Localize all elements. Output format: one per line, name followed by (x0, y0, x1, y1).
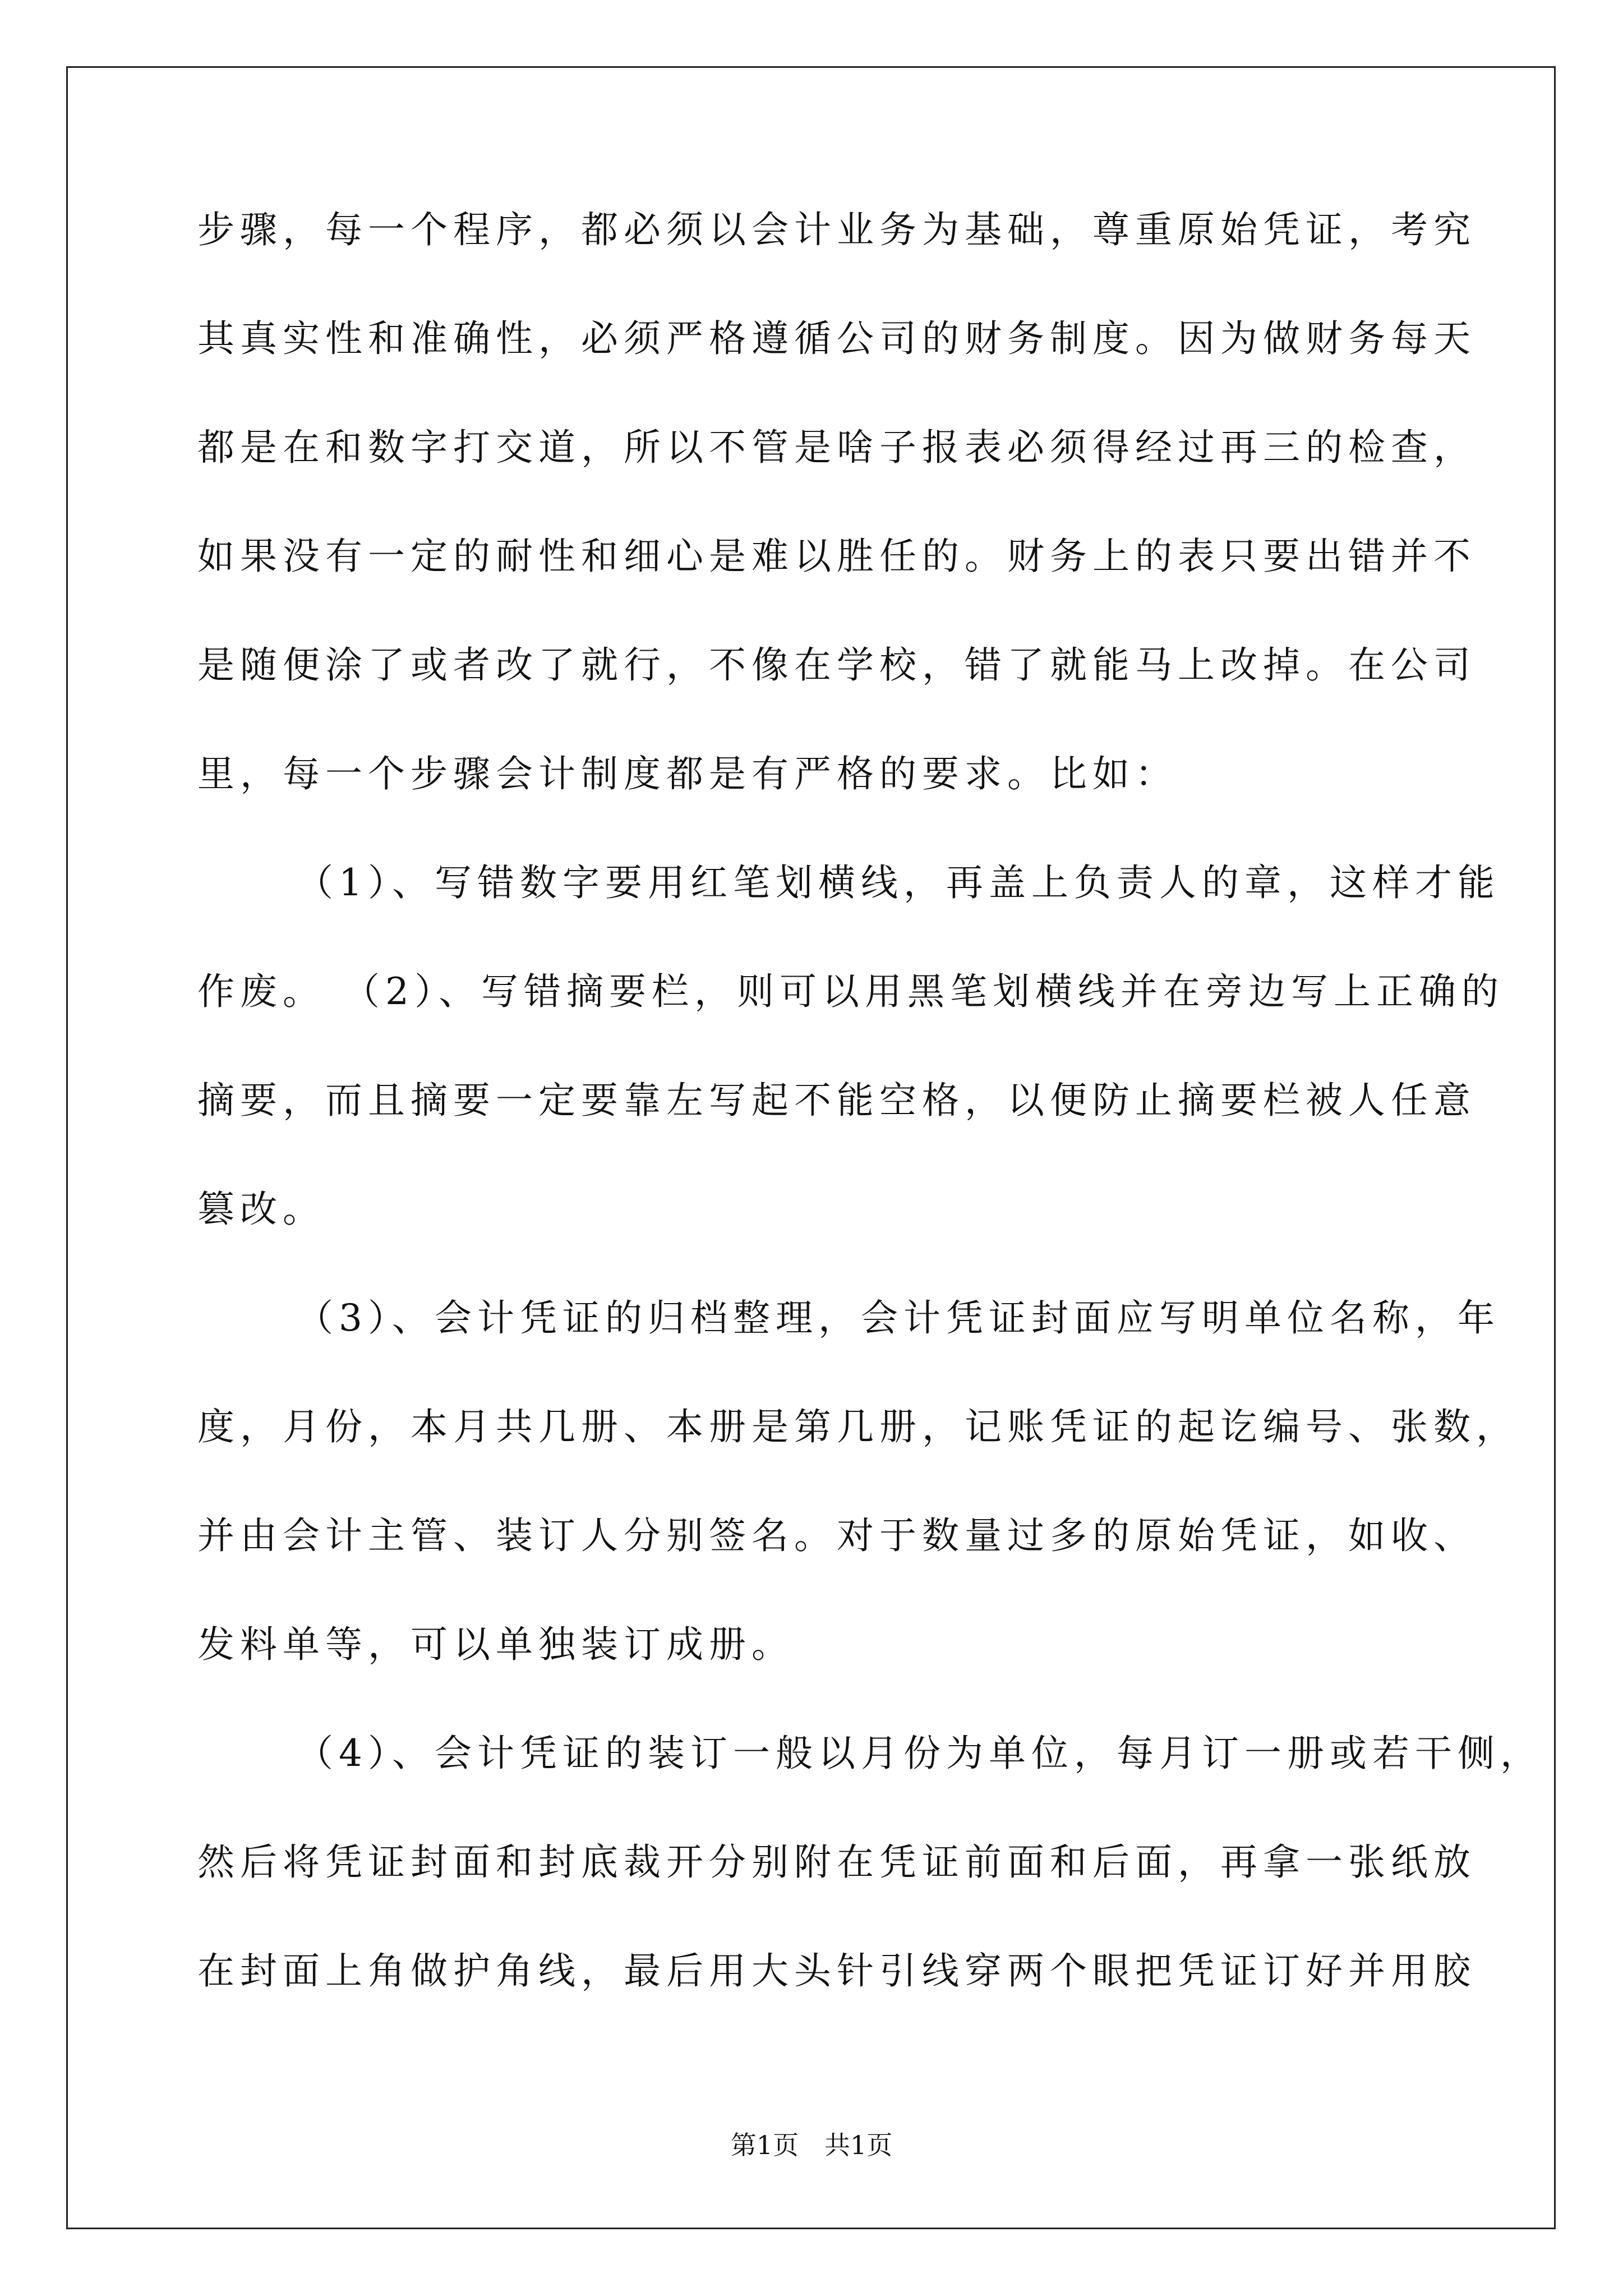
text-line: 步骤，每一个程序，都必须以会计业务为基础，尊重原始凭证，考究 (197, 208, 1476, 251)
page-border (66, 66, 1556, 2229)
text-line: （3）、会计凭证的归档整理，会计凭证封面应写明单位名称，年 (296, 1296, 1500, 1340)
text-line: 度，月份，本月共几册、本册是第几册，记账凭证的起讫编号、张数， (197, 1405, 1519, 1448)
text-line: （1）、写错数字要用红笔划横线，再盖上负责人的章，这样才能 (296, 861, 1500, 904)
text-line: 发料单等，可以单独装订成册。 (197, 1623, 794, 1666)
text-line: 作废。 （2）、写错摘要栏，则可以用黑笔划横线并在旁边写上正确的 (197, 970, 1504, 1013)
text-line: 然后将凭证封面和封底裁开分别附在凭证前面和后面，再拿一张纸放 (197, 1841, 1476, 1884)
text-line: 篡改。 (197, 1188, 325, 1231)
text-line: 都是在和数字打交道，所以不管是啥子报表必须得经过再三的检查， (197, 426, 1476, 469)
text-line: 并由会计主管、装订人分别签名。对于数量过多的原始凭证，如收、 (197, 1514, 1476, 1557)
page-number-footer: 第1页 共1页 (730, 2130, 893, 2160)
text-line: 是随便涂了或者改了就行，不像在学校，错了就能马上改掉。在公司 (197, 643, 1476, 687)
text-line: 摘要，而且摘要一定要靠左写起不能空格，以便防止摘要栏被人任意 (197, 1079, 1476, 1122)
text-line: 其真实性和准确性，必须严格遵循公司的财务制度。因为做财务每天 (197, 317, 1476, 360)
text-line: （4）、会计凭证的装订一般以月份为单位，每月订一册或若干侧， (296, 1732, 1543, 1775)
text-line: 里，每一个步骤会计制度都是有严格的要求。比如： (197, 752, 1178, 795)
text-line: 在封面上角做护角线，最后用大头针引线穿两个眼把凭证订好并用胶 (197, 1949, 1476, 1993)
text-line: 如果没有一定的耐性和细心是难以胜任的。财务上的表只要出错并不 (197, 535, 1476, 578)
